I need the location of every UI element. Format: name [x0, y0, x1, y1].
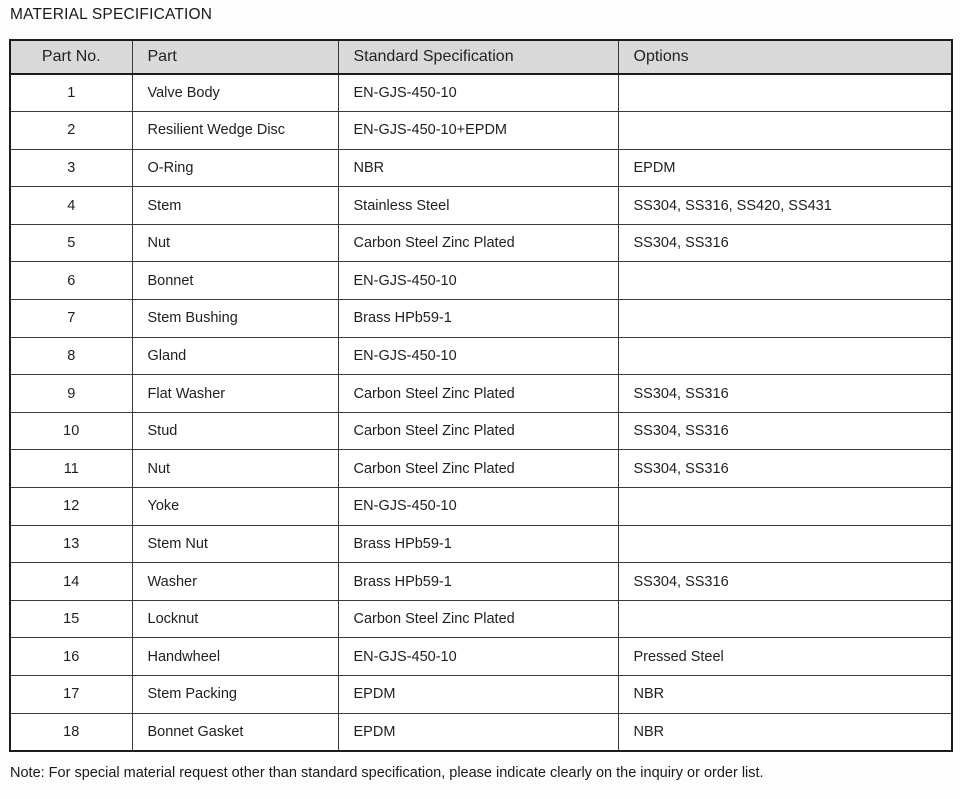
- part-no-cell: 4: [10, 187, 132, 225]
- part-no-cell: 12: [10, 488, 132, 526]
- part-cell: Locknut: [132, 600, 338, 638]
- table-row: [10, 525, 952, 563]
- part-cell: Bonnet Gasket: [132, 713, 338, 751]
- material-specification-table: [9, 39, 953, 752]
- column-header-part-no: Part No.: [10, 40, 132, 74]
- part-cell: Stud: [132, 412, 338, 450]
- part-no-cell: 8: [10, 337, 132, 375]
- options-cell: [618, 300, 952, 338]
- standard-specification-cell: Brass HPb59-1: [338, 563, 618, 601]
- table-row: [10, 262, 952, 300]
- part-cell: Stem Bushing: [132, 300, 338, 338]
- table-row: [10, 300, 952, 338]
- part-no-cell: 6: [10, 262, 132, 300]
- part-no-cell: 15: [10, 600, 132, 638]
- options-cell: SS304, SS316: [618, 375, 952, 413]
- table-row: [10, 149, 952, 187]
- options-cell: [618, 337, 952, 375]
- table-row: [10, 375, 952, 413]
- table-row: [10, 638, 952, 676]
- part-no-cell: 17: [10, 676, 132, 714]
- standard-specification-cell: EPDM: [338, 676, 618, 714]
- standard-specification-cell: NBR: [338, 149, 618, 187]
- options-cell: [618, 74, 952, 112]
- options-cell: SS304, SS316: [618, 412, 952, 450]
- options-cell: [618, 525, 952, 563]
- part-cell: Valve Body: [132, 74, 338, 112]
- part-cell: Washer: [132, 563, 338, 601]
- part-no-cell: 2: [10, 112, 132, 150]
- table-row: [10, 450, 952, 488]
- part-cell: O-Ring: [132, 149, 338, 187]
- standard-specification-cell: Carbon Steel Zinc Plated: [338, 224, 618, 262]
- table-row: [10, 600, 952, 638]
- options-cell: [618, 262, 952, 300]
- page-title: MATERIAL SPECIFICATION: [10, 6, 213, 23]
- part-no-cell: 14: [10, 563, 132, 601]
- table-row: [10, 488, 952, 526]
- part-no-cell: 16: [10, 638, 132, 676]
- table-row: [10, 563, 952, 601]
- standard-specification-cell: EN-GJS-450-10: [338, 74, 618, 112]
- table-row: [10, 187, 952, 225]
- standard-specification-cell: Carbon Steel Zinc Plated: [338, 600, 618, 638]
- part-cell: Stem Nut: [132, 525, 338, 563]
- part-cell: Yoke: [132, 488, 338, 526]
- part-cell: Stem Packing: [132, 676, 338, 714]
- standard-specification-cell: EN-GJS-450-10: [338, 488, 618, 526]
- standard-specification-cell: Carbon Steel Zinc Plated: [338, 450, 618, 488]
- part-no-cell: 3: [10, 149, 132, 187]
- part-cell: Bonnet: [132, 262, 338, 300]
- part-no-cell: 10: [10, 412, 132, 450]
- options-cell: [618, 112, 952, 150]
- options-cell: SS304, SS316, SS420, SS431: [618, 187, 952, 225]
- part-cell: Stem: [132, 187, 338, 225]
- options-cell: SS304, SS316: [618, 450, 952, 488]
- part-cell: Resilient Wedge Disc: [132, 112, 338, 150]
- standard-specification-cell: Stainless Steel: [338, 187, 618, 225]
- options-cell: SS304, SS316: [618, 563, 952, 601]
- standard-specification-cell: EN-GJS-450-10: [338, 262, 618, 300]
- part-cell: Nut: [132, 450, 338, 488]
- standard-specification-cell: EN-GJS-450-10: [338, 337, 618, 375]
- options-cell: NBR: [618, 676, 952, 714]
- standard-specification-cell: Carbon Steel Zinc Plated: [338, 375, 618, 413]
- column-header-part: Part: [132, 40, 338, 74]
- standard-specification-cell: Carbon Steel Zinc Plated: [338, 412, 618, 450]
- options-cell: NBR: [618, 713, 952, 751]
- table-row: [10, 224, 952, 262]
- column-header-options: Options: [618, 40, 952, 74]
- column-header-standard-specification: Standard Specification: [338, 40, 618, 74]
- table-row: [10, 412, 952, 450]
- part-cell: Gland: [132, 337, 338, 375]
- options-cell: [618, 488, 952, 526]
- options-cell: [618, 600, 952, 638]
- part-no-cell: 1: [10, 74, 132, 112]
- part-cell: Flat Washer: [132, 375, 338, 413]
- options-cell: SS304, SS316: [618, 224, 952, 262]
- table-row: [10, 112, 952, 150]
- standard-specification-cell: EN-GJS-450-10+EPDM: [338, 112, 618, 150]
- part-no-cell: 13: [10, 525, 132, 563]
- table-row: [10, 337, 952, 375]
- part-no-cell: 7: [10, 300, 132, 338]
- standard-specification-cell: EN-GJS-450-10: [338, 638, 618, 676]
- options-cell: Pressed Steel: [618, 638, 952, 676]
- standard-specification-cell: EPDM: [338, 713, 618, 751]
- part-cell: Nut: [132, 224, 338, 262]
- part-cell: Handwheel: [132, 638, 338, 676]
- note: Note: For special material request other than standard specification, please indicate clearly on the inquiry or order list.: [10, 764, 764, 781]
- part-no-cell: 5: [10, 224, 132, 262]
- table-header: [10, 40, 952, 74]
- table-row: [10, 676, 952, 714]
- options-cell: EPDM: [618, 149, 952, 187]
- table-header-row: [10, 40, 952, 74]
- table-row: [10, 713, 952, 751]
- part-no-cell: 18: [10, 713, 132, 751]
- part-no-cell: 9: [10, 375, 132, 413]
- standard-specification-cell: Brass HPb59-1: [338, 525, 618, 563]
- table-row: [10, 74, 952, 112]
- standard-specification-cell: Brass HPb59-1: [338, 300, 618, 338]
- table-body: [10, 74, 952, 751]
- part-no-cell: 11: [10, 450, 132, 488]
